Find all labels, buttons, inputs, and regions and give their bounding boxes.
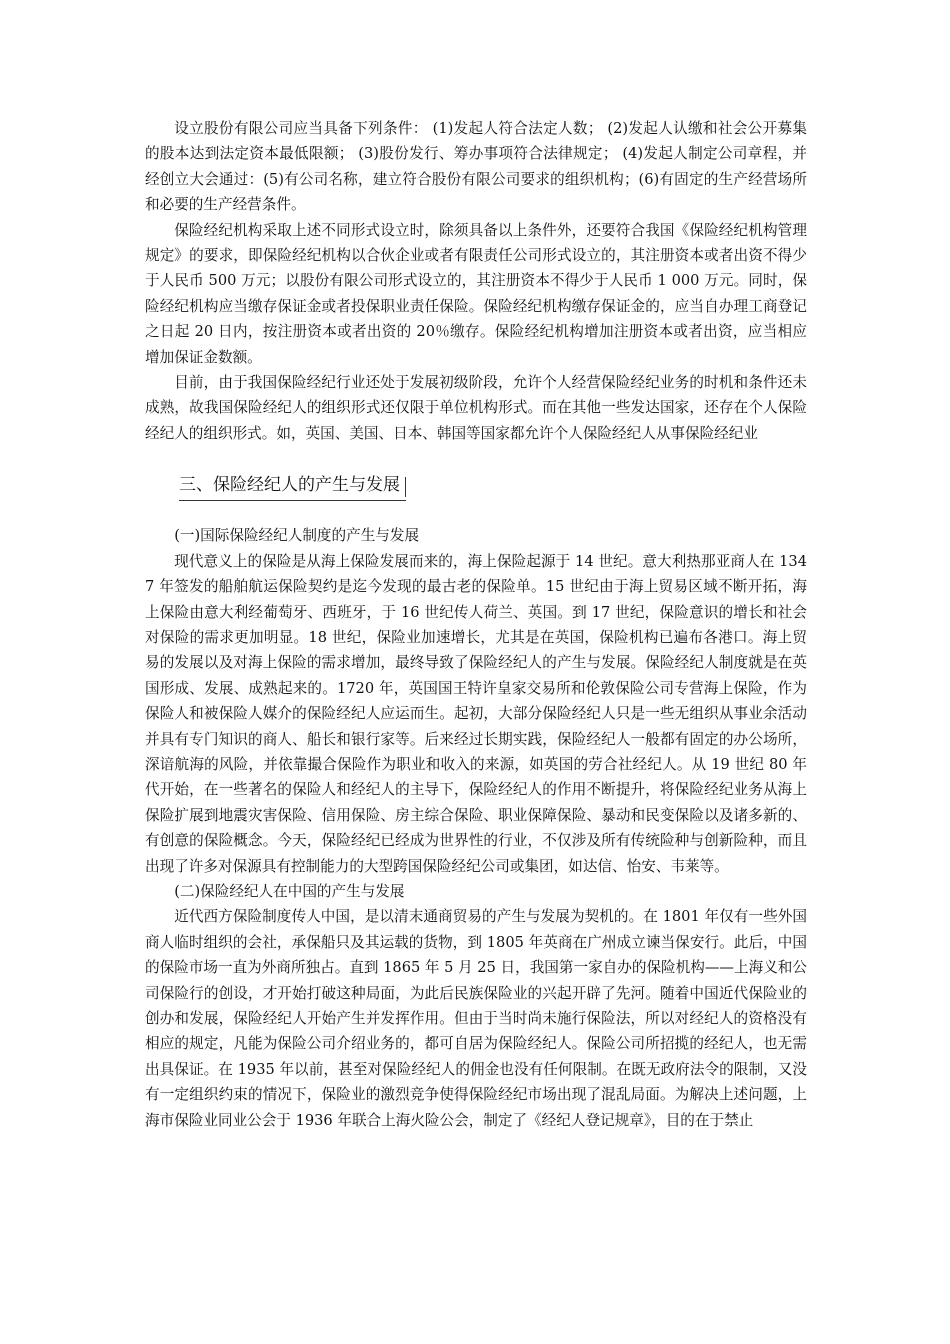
document-body <box>145 116 807 1133</box>
subsection-heading-china: (二)保险经纪人在中国的产生与发展 <box>174 882 405 900</box>
paragraph-broker-capital-requirements: 保险经纪机构采取上述不同形式设立时，除须具备以上条件外，还要符合我国《保险经纪机构管理规定》的要求，即保险经纪机构以合伙企业或者有限责任公司形式设立的，其注册资本或者出资不得少于人民币 500 万元；以股份有限公司形式设立的，其注册资本不得少于人民币 1 000 万元。同时，保险经纪机构应当缴存保证金或者投保职业责任保险。保险经纪机构缴存保证金的，应当自办理工商登记之日起 20 日内，按注册资本或者出资的 20％缴存。保险经纪机构增加注册资本或者出资，应当相应增加保证金数额。 <box>145 221 807 366</box>
paragraph-china-history: 近代西方保险制度传人中国，是以清末通商贸易的产生与发展为契机的。在 1801 年仅有一些外国商人临时组织的会社，承保船只及其运载的货物，到 1805 年英商在广州成立谏当保安行。此后，中国的保险市场一直为外商所独占。直到 1865 年 5 月 25 日，我国第一家自办的保险机构——上海义和公司保险行的创设，才开始打破这种局面，为此后民族保险业的兴起开辟了先河。随着中国近代保险业的创办和发展，保险经纪人开始产生并发挥作用。但由于当时尚未施行保险法，所以对经纪人的资格没有相应的规定，凡能为保险公司介绍业务的，都可自居为保险经纪人。保险公司所招揽的经纪人，也无需出具保证。在 1935 年以前，甚至对保险经纪人的佣金也没有任何限制。在既无政府法令的限制，又没有一定组织约束的情况下，保险业的激烈竞争使得保险经纪市场出现了混乱局面。为解决上述问题，上海市保险业同业公会于 1936 年联合上海火险公会，制定了《经纪人登记规章》，目的在于禁止 <box>145 908 807 1129</box>
subsection-heading-international: (一)国际保险经纪人制度的产生与发展 <box>174 527 420 545</box>
paragraph-joint-stock-conditions: 设立股份有限公司应当具备下列条件： (1)发起人符合法定人数； (2)发起人认缴和社会公开募集的股本达到法定资本最低限额； (3)股份发行、筹办事项符合法律规定； (4)发起人制定公司章程，并经创立大会通过：(5)有公司名称，建立符合股份有限公司要求的组织机构；(6)有固定的生产经营场所和必要的生产经营条件。 <box>145 120 807 214</box>
section-title <box>145 471 807 501</box>
paragraph-international-history: 现代意义上的保险是从海上保险发展而来的，海上保险起源于 14 世纪。意大利热那亚商人在 1347 年签发的船舶航运保险契约是迄今发现的最古老的保险单。15 世纪由于海上贸易区域不断开拓，海上保险由意大利经葡萄牙、西班牙，于 16 世纪传人荷兰、英国。到 17 世纪，保险意识的增长和社会对保险的需求更加明显。18 世纪，保险业加速增长，尤其是在英国，保险机构已遍布各港口。海上贸易的发展以及对海上保险的需求增加，最终导致了保险经纪人的产生与发展。保险经纪人制度就是在英国形成、发展、成熟起来的。1720 年，英国国王特许皇家交易所和伦敦保险公司专营海上保险，作为保险人和被保险人媒介的保险经纪人应运而生。起初，大部分保险经纪人只是一些无组织从事业余活动并具有专门知识的商人、船长和银行家等。后来经过长期实践，保险经纪人一般都有固定的办公场所，深谙航海的风险，并依靠撮合保险作为职业和收入的来源，如英国的劳合社经纪人。从 19 世纪 80 年代开始，在一些著名的保险人和经纪人的主导下，保险经纪人的作用不断提升，将保险经纪业务从海上保险扩展到地震灾害保险、信用保险、房主综合保险、职业保障保险、暴动和民变保险以及诸多新的、有创意的保险概念。今天，保险经纪已经成为世界性的行业，不仅涉及所有传统险种与创新险种，而且出现了许多对保源具有控制能力的大型跨国保险经纪公司或集团，如达信、怡安、韦莱等。 <box>145 552 807 875</box>
section-title-text: 三、保险经纪人的产生与发展 <box>179 471 406 501</box>
paragraph-broker-organization-forms: 目前，由于我国保险经纪行业还处于发展初级阶段，允许个人经营保险经纪业务的时机和条件还未成熟，故我国保险经纪人的组织形式还仅限于单位机构形式。而在其他一些发达国家，还存在个人保险经纪人的组织形式。如，英国、美国、日本、韩国等国家都允许个人保险经纪人从事保险经纪业 <box>145 374 807 442</box>
